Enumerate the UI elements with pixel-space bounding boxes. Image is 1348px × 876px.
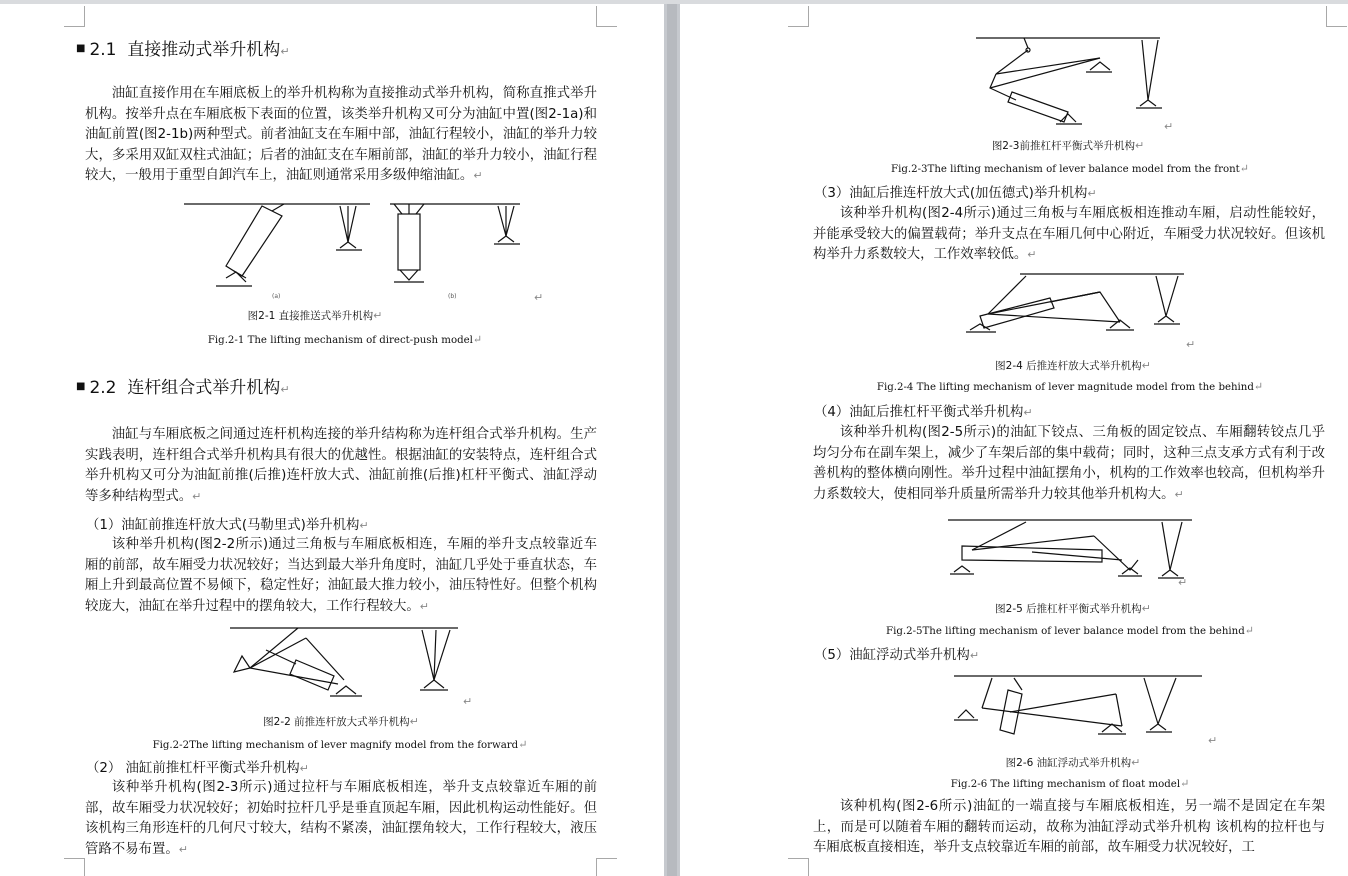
triangle-plate xyxy=(1094,536,1138,570)
subsection-heading-4: （4）油缸后推杠杆平衡式举升机构↵ xyxy=(814,405,1033,420)
subsection-heading-5: （5）油缸浮动式举升机构↵ xyxy=(814,648,980,663)
corner-mark xyxy=(64,6,85,27)
support-line xyxy=(1144,678,1158,724)
piston-rod xyxy=(272,204,284,211)
support-line xyxy=(434,630,436,680)
figure-caption-cn: 图2-6 油缸浮动式举升机构↵ xyxy=(1005,756,1141,769)
fig-label-b: (b) xyxy=(448,293,457,300)
ground-hinge xyxy=(1090,62,1110,70)
paragraph-sub-2 xyxy=(85,778,597,860)
gutter-track xyxy=(667,4,677,876)
section-title: 直接推动式举升机构 xyxy=(127,40,281,60)
cylinder-vertical xyxy=(398,214,420,270)
tie-rod xyxy=(990,58,1100,88)
figure-caption-en: Fig.2-4 The lifting mechanism of lever magnitude model from the behind↵ xyxy=(876,380,1264,393)
figure-2-5 xyxy=(942,516,1202,584)
support-line xyxy=(1156,276,1166,316)
pivot xyxy=(1140,100,1156,106)
paragraph-mark: ↵ xyxy=(534,291,544,304)
link-arm xyxy=(988,276,1026,314)
bullet-icon: ■ xyxy=(76,381,86,392)
paragraph-mark: ↵ xyxy=(1208,734,1218,747)
section-heading-2-2 xyxy=(76,373,290,398)
figure-caption-en: Fig.2-5The lifting mechanism of lever balance model from the behind↵ xyxy=(886,624,1254,637)
paragraph-2-1 xyxy=(85,84,597,187)
support-line xyxy=(422,630,434,680)
pivot xyxy=(1158,316,1174,322)
subsection-heading-1: （1）油缸前推连杆放大式(马勒里式)举升机构↵ xyxy=(86,518,369,533)
paragraph-text: 油缸直接作用在车厢底板上的举升机构称为直接推动式举升机构，简称直推式举升机构。按举升点在车厢底板下表面的位置，该类举升机构又可分为油缸中置(图2-1a)和油缸前置(图2-1b)两种型式。前者油缸支在车厢中部，油缸行程较小，油缸的举升力较大，多采用双缸双柱式油缸；后者的油缸支在车厢前部，油缸的举升力较小，油缸行程较大，一般用于重型自卸汽车上，油缸则通常采用多级伸缩油缸。 xyxy=(85,86,597,184)
section-heading-2-1 xyxy=(76,35,290,60)
page-right[interactable] xyxy=(680,4,1348,876)
cylinder-outer xyxy=(226,206,282,276)
support-line xyxy=(1148,40,1158,100)
link-arm xyxy=(250,638,306,668)
cylinder xyxy=(1008,92,1068,122)
figure-caption-cn: 图2-2 前推连杆放大式举升机构↵ xyxy=(263,715,419,728)
support-line xyxy=(340,206,348,242)
corner-mark xyxy=(1326,6,1347,27)
paragraph-sub-4 xyxy=(813,423,1325,505)
corner-mark xyxy=(596,858,617,876)
support-line xyxy=(348,206,356,242)
figure-2-4 xyxy=(960,270,1200,350)
figure-caption-cn: 图2-1 直接推送式举升机构↵ xyxy=(247,309,383,322)
pivot xyxy=(498,236,514,242)
triangle-plate xyxy=(1080,292,1120,322)
paragraph-mark: ↵ xyxy=(1174,487,1184,501)
figure-caption-en: Fig.2-3The lifting mechanism of lever balance model from the front↵ xyxy=(891,162,1249,175)
ground-hinge xyxy=(954,566,970,572)
paragraph-sub-1 xyxy=(85,535,597,617)
figure-2-2 xyxy=(226,624,476,708)
bullet-icon: ■ xyxy=(76,43,86,54)
support-line xyxy=(434,630,450,680)
link-arm xyxy=(306,638,344,680)
paragraph-text: 该种举升机构(图2-5所示)的油缸下铰点、三角板的固定铰点、车厢翻转铰点几乎均匀分布在副车架上，减少了车架后部的集中载荷；同时，这种三点支承方式有利于改善机构的整体横向刚性。举升过程中油缸摆角小，机构的工作效率也较高，但机构举升力系数较大，使相同举升质量所需举升力较其他举升机构大。 xyxy=(813,425,1325,502)
support-line xyxy=(1142,40,1148,100)
corner-mark xyxy=(788,6,809,27)
link-arm xyxy=(1010,694,1116,712)
corner-mark xyxy=(64,858,85,876)
paragraph-mark: ↵ xyxy=(1186,338,1196,351)
paragraph-text: 该种举升机构(图2-2所示)通过三角板与车厢底板相连，车厢的举升支点较靠近车厢的前部，故车厢受力状况较好；当达到最大举升角度时，油缸几乎处于垂直状态，车厢上升到最高位置不易倾下，稳定性好；油缸最大推力较小，油压特性好。但整个机构较庞大，油缸在举升过程中的摆角较大，工作行程较大。 xyxy=(85,537,597,614)
corner-mark xyxy=(788,858,809,876)
support-line xyxy=(1170,522,1182,570)
figure-caption-en: Fig.2-1 The lifting mechanism of direct-push model↵ xyxy=(207,333,483,346)
triangle-plate xyxy=(234,656,250,672)
section-title: 连杆组合式举升机构 xyxy=(127,378,281,398)
figure-caption-en: Fig.2-2The lifting mechanism of lever magnify model from the forward↵ xyxy=(152,738,528,751)
support-line xyxy=(1158,678,1176,724)
hanger xyxy=(1014,678,1022,690)
paragraph-mark: ↵ xyxy=(280,383,290,396)
cylinder xyxy=(290,660,334,690)
piston-rod xyxy=(1032,552,1122,560)
paragraph-mark: ↵ xyxy=(1164,120,1174,133)
pivot xyxy=(424,680,444,688)
ground-hinge xyxy=(400,270,418,280)
subsection-heading-2: （2） 油缸前推杠杆平衡式举升机构↵ xyxy=(86,761,309,776)
paragraph-mark: ↵ xyxy=(419,599,429,613)
hanger xyxy=(1024,38,1028,48)
paragraph-mark: ↵ xyxy=(280,45,290,58)
figure-caption-cn: 图2-5 后推杠杆平衡式举升机构↵ xyxy=(995,602,1151,615)
paragraph-text: 该种机构(图2-6所示)油缸的一端直接与车厢底板相连，另一端不是固定在车架上，而是可以随着车厢的翻转而运动，故称为油缸浮动式举升机构 该机构的拉杆也与车厢底板直接相连，举升支点较靠近车厢的前部，故车厢受力状况较好，工 xyxy=(813,799,1325,856)
figure-caption-cn: 图2-4 后推连杆放大式举升机构↵ xyxy=(995,359,1151,372)
support-line xyxy=(506,206,514,236)
hinge-link xyxy=(416,204,424,214)
paragraph-mark: ↵ xyxy=(178,842,188,856)
ground-hinge xyxy=(336,686,356,694)
paragraph-mark: ↵ xyxy=(192,489,202,503)
hinge-link xyxy=(394,204,402,214)
figure-caption-cn: 图2-3前推杠杆平衡式举升机构↵ xyxy=(991,139,1145,152)
support-line xyxy=(498,206,506,236)
link-arm xyxy=(1116,694,1122,726)
figure-2-6 xyxy=(950,670,1220,744)
fig-label-a: (a) xyxy=(272,293,281,300)
figure-2-1 xyxy=(180,200,530,300)
paragraph-text: 该种举升机构(图2-3所示)通过拉杆与车厢底板相连，举升支点较靠近车厢的前部，故车厢受力状况较好；初始时拉杆几乎是垂直顶起车厢，因此机构运动性能好。但该机构三角形连杆的几何尺寸较大，结构不紧凑，油缸摆角较大，工作行程较大，液压管路不易布置。 xyxy=(85,780,597,857)
ground-hinge xyxy=(1122,568,1138,574)
paragraph-mark: ↵ xyxy=(463,695,473,708)
pivot xyxy=(340,242,356,248)
figure-caption-en: Fig.2-6 The lifting mechanism of float model↵ xyxy=(950,777,1190,790)
paragraph-2-2 xyxy=(85,425,597,507)
paragraph-text: 该种举升机构(图2-4所示)通过三角板与车厢底板相连推动车厢，启动性能较好，并能承受较大的偏置载荷；举升支点在车厢几何中心附近，车厢受力状况较好。但该机构举升力系数较大，工作效率较低。 xyxy=(813,206,1325,263)
section-number: 2.2 xyxy=(89,378,117,398)
support-line xyxy=(1162,522,1170,570)
pivot xyxy=(1162,570,1178,576)
hanger xyxy=(982,678,992,708)
ground-hinge xyxy=(958,710,974,718)
paragraph-mark: ↵ xyxy=(1027,248,1037,262)
figure-2-3 xyxy=(972,34,1192,126)
section-number: 2.1 xyxy=(89,40,117,60)
corner-mark xyxy=(596,6,617,27)
paragraph-mark: ↵ xyxy=(1178,576,1188,589)
support-line xyxy=(1166,276,1178,316)
page-gutter xyxy=(664,4,680,876)
paragraph-sub-5 xyxy=(813,797,1325,859)
paragraph-text: 油缸与车厢底板之间通过连杆机构连接的举升结构称为连杆组合式举升机构。生产实践表明，连杆组合式举升机构具有很大的优越性。根据油缸的安装特点，连杆组合式举升机构又可分为油缸前推(后推)连杆放大式、油缸前推(后推)杠杆平衡式、油缸浮动等多种结构型式。 xyxy=(85,427,597,504)
paragraph-sub-3 xyxy=(813,204,1325,266)
paragraph-mark: ↵ xyxy=(473,169,483,183)
page-left[interactable] xyxy=(0,4,664,876)
link-arm xyxy=(972,522,1026,550)
pivot xyxy=(1150,724,1166,730)
subsection-heading-3: （3）油缸后推连杆放大式(加伍德式)举升机构↵ xyxy=(814,186,1097,201)
